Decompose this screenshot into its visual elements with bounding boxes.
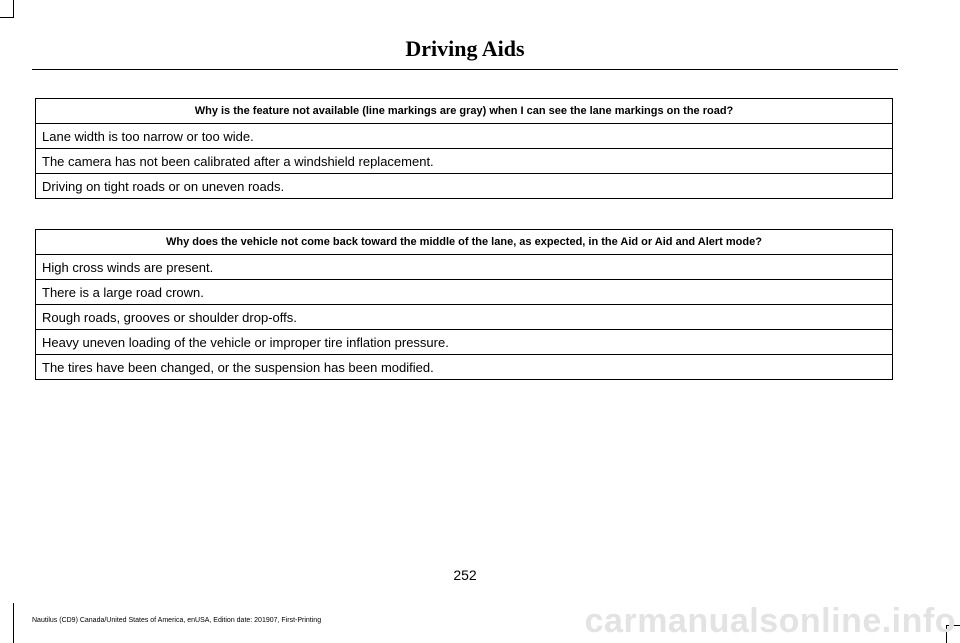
table-cell: Heavy uneven loading of the vehicle or improper tire inflation pressure. [36,330,893,355]
edition-footer: Nautilus (CD9) Canada/United States of America, enUSA, Edition date: 201907, First-Printing [32,617,322,624]
crop-mark-top-left [0,17,14,18]
table-cell: Lane width is too narrow or too wide. [36,124,893,149]
table-heading: Why does the vehicle not come back toward the middle of the lane, as expected, in the Aid or Aid and Alert mode? [36,230,893,255]
table-heading: Why is the feature not available (line markings are gray) when I can see the lane markings on the road? [36,99,893,124]
table-row [36,174,893,199]
page-title: Driving Aids [405,36,525,61]
title-divider [32,69,898,70]
table-row [36,149,893,174]
table-row [36,355,893,380]
table-cell: Rough roads, grooves or shoulder drop-offs. [36,305,893,330]
troubleshooting-table-feature-unavailable [35,98,893,199]
table-cell: The camera has not been calibrated after a windshield replacement. [36,149,893,174]
table-row [36,124,893,149]
crop-mark-bottom-left [13,603,14,643]
table-row [36,330,893,355]
table-cell: High cross winds are present. [36,255,893,280]
table-cell: Driving on tight roads or on uneven roads. [36,174,893,199]
page-number: 252 [453,567,477,583]
crop-mark-top-left [13,0,14,18]
table-cell: There is a large road crown. [36,280,893,305]
table-row [36,305,893,330]
table-cell: The tires have been changed, or the suspension has been modified. [36,355,893,380]
table-row [36,280,893,305]
troubleshooting-table-vehicle-not-centering [35,229,893,380]
table-header-row [36,230,893,255]
table-row [36,255,893,280]
watermark: carmanualsonline.info [584,602,956,640]
table-header-row [36,99,893,124]
